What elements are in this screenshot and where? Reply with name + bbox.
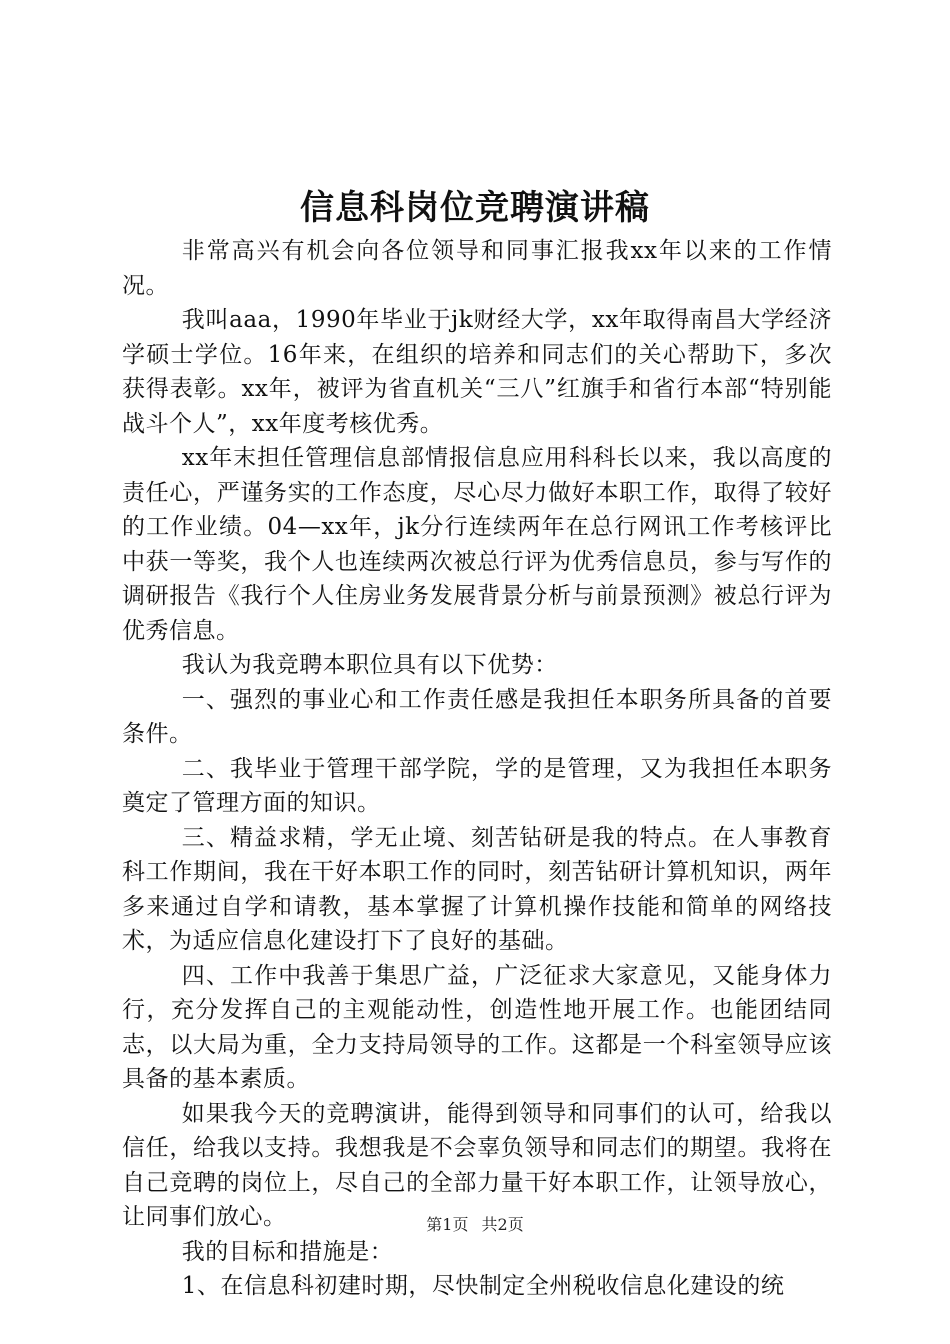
paragraph-advantage-3: 三、精益求精，学无止境、刻苦钻研是我的特点。在人事教育科工作期间，我在干好本职工作的同时，刻苦钻研计算机知识，两年多来通过自学和请教，基本掌握了计算机操作技能和简单的网络技术，为适应信息化建设打下了良好的基础。 — [122, 824, 832, 954]
document-body — [122, 234, 832, 1304]
paragraph-advantage-2: 二、我毕业于管理干部学院，学的是管理，又为我担任本职务奠定了管理方面的知识。 — [122, 755, 832, 816]
document-title: 信息科岗位竞聘演讲稿 — [300, 188, 650, 228]
paragraph-background: 我叫aaa，1990年毕业于jk财经大学，xx年取得南昌大学经济学硕士学位。16年来，在组织的培养和同志们的关心帮助下，多次获得表彰。xx年，被评为省直机关“三八”红旗手和省行本部“特别能战斗个人”，xx年度考核优秀。 — [122, 307, 832, 437]
paragraph-advantage-4: 四、工作中我善于集思广益，广泛征求大家意见，又能身体力行，充分发挥自己的主观能动性，创造性地开展工作。也能团结同志，以大局为重，全力支持局领导的工作。这都是一个科室领导应该具备的基本素质。 — [122, 962, 832, 1092]
page-total: 共2页 — [481, 1215, 524, 1234]
page-footer — [0, 1214, 950, 1236]
paragraph-goal-1: 1、在信息科初建时期，尽快制定全州税收信息化建设的统 — [181, 1273, 785, 1299]
paragraph-achievements: xx年末担任管理信息部情报信息应用科科长以来，我以高度的责任心，严谨务实的工作态度，尽心尽力做好本职工作，取得了较好的工作业绩。04—xx年，jk分行连续两年在总行网讯工作考核评比中获一等奖，我个人也连续两次被总行评为优秀信息员，参与写作的调研报告《我行个人住房业务发展背景分析与前景预测》被总行评为优秀信息。 — [122, 445, 832, 644]
paragraph-advantages-intro: 我认为我竞聘本职位具有以下优势： — [181, 652, 558, 678]
paragraph-advantage-1: 一、强烈的事业心和工作责任感是我担任本职务所具备的首要条件。 — [122, 686, 832, 747]
paragraph-closing: 如果我今天的竞聘演讲，能得到领导和同事们的认可，给我以信任，给我以支持。我想我是不会辜负领导和同志们的期望。我将在自己竞聘的岗位上，尽自己的全部力量干好本职工作，让领导放心，让同事们放心。 — [122, 1100, 832, 1230]
paragraph-intro: 非常高兴有机会向各位领导和同事汇报我xx年以来的工作情况。 — [122, 238, 832, 299]
paragraph-goals-intro: 我的目标和措施是： — [181, 1238, 394, 1265]
page-number: 第1页 — [426, 1215, 469, 1234]
